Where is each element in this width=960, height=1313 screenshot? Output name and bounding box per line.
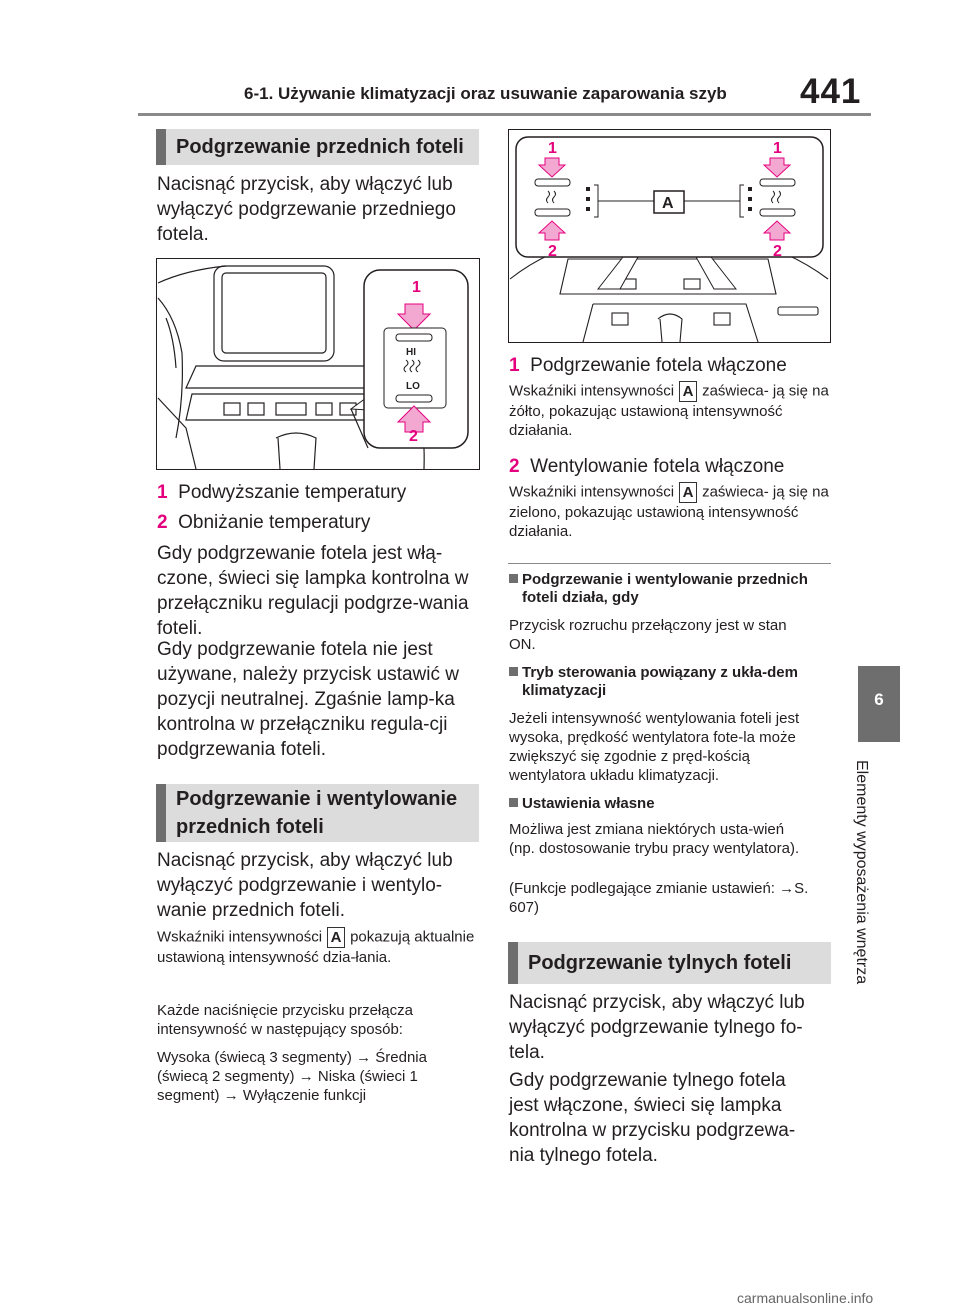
list-item-1 — [157, 480, 479, 505]
section-title-line-1: Podgrzewanie i wentylowanie — [176, 788, 458, 810]
note-2-body: Jeżeli intensywność wentylowania foteli jest wysoka, prędkość wentylatora fote-la może zwiększyć się zgodnie z pręd-kością wentylatora układu klimatyzacji. — [509, 710, 800, 784]
indicator-dots-right — [748, 187, 752, 211]
item-text: Podgrzewanie fotela włączone — [530, 355, 787, 376]
header-rule — [138, 113, 871, 116]
fig1-callout-2: 2 — [409, 428, 418, 445]
desc-post-2: ją się na żółto, pokazując ustawioną intensywność działania. — [509, 382, 829, 439]
front-seat-heater-figure — [156, 258, 480, 470]
right-item-2 — [509, 454, 831, 479]
note-3-reference: (Funkcje podlegające zmianie ustawień: →S. 607) — [509, 880, 809, 916]
notes-divider — [508, 563, 831, 564]
note-1-title-text: Podgrzewanie i wentylowanie przednich foteli działa, gdy — [522, 571, 808, 606]
heat-button-right-top — [760, 179, 795, 186]
watermark: carmanualsonline.info — [737, 1290, 874, 1306]
indicator-dots-left — [586, 187, 590, 211]
section-title-line-2: przednich foteli — [176, 816, 324, 838]
item-text: Podwyższanie temperatury — [178, 482, 407, 503]
note-3-title-text: Ustawienia własne — [522, 795, 655, 812]
bullet-square-icon — [509, 798, 518, 807]
desc-post-1: zaświeca- — [702, 382, 769, 400]
right-item-2-desc — [509, 482, 831, 541]
vent-button-right-bottom — [760, 209, 795, 216]
section3-paragraph-2: Gdy podgrzewanie tylnego fotela jest włączone, świeci się lampka kontrolna w przycisku podgrzewa-nia tylnego fotela. — [509, 1070, 796, 1166]
item-number: 2 — [157, 512, 168, 533]
fig2-callout-2-right: 2 — [773, 243, 782, 260]
item-number: 2 — [509, 456, 520, 477]
note-3-body: Możliwa jest zmiana niektórych usta-wień (np. dostosowanie trybu pracy wentylatora). — [509, 821, 800, 857]
vent-button-left-bottom — [535, 209, 570, 216]
section1-body: Nacisnąć przycisk, aby włączyć lub wyłączyć podgrzewanie przedniego fotela. — [157, 174, 456, 245]
right-item-1-desc — [509, 381, 831, 440]
chapter-label — [852, 760, 892, 1020]
item-text: Obniżanie temperatury — [178, 512, 371, 533]
indicator-text-post: pokazują aktualnie ustawioną intensywność dzia-łania. — [157, 928, 475, 966]
section2-body: Nacisnąć przycisk, aby włączyć lub wyłączyć podgrzewanie i wentylo-wanie przednich foteli. — [157, 850, 453, 921]
section-title-rear-heating: Podgrzewanie tylnych foteli — [508, 942, 831, 984]
desc-post-2: ją się na zielono, pokazując ustawioną intensywność działania. — [509, 483, 829, 540]
chapter-number: 6 — [874, 690, 884, 709]
press-paragraph: Każde naciśnięcie przycisku przełącza intensywność w następujący sposób: — [157, 1002, 413, 1038]
note-1-title — [509, 571, 840, 607]
note-2-title-text: Tryb sterowania powiązany z ukła-dem klimatyzacji — [522, 664, 798, 699]
paragraph-heating-off: Gdy podgrzewanie fotela nie jest używane, należy przycisk ustawić w pozycji neutralnej. Zgaśnie lamp-ka kontrolna w przełączniku regula-cji podgrzewania foteli. — [157, 639, 459, 760]
running-header: 6-1. Używanie klimatyzacji oraz usuwanie zaparowania szyb — [244, 84, 727, 103]
section-title-heat-vent — [156, 784, 479, 842]
section3-paragraph-1: Nacisnąć przycisk, aby włączyć lub wyłączyć podgrzewanie tylnego fo-tela. — [509, 992, 805, 1063]
bullet-square-icon — [509, 574, 518, 583]
item-number: 1 — [157, 482, 168, 503]
chapter-label-text: Elementy wyposażenia wnętrza — [853, 760, 870, 985]
fig1-callout-1: 1 — [412, 279, 421, 296]
lo-label: LO — [406, 381, 420, 392]
indicator-A-label: A — [327, 927, 345, 948]
fig2-callout-1-left: 1 — [548, 140, 557, 157]
paragraph-heating-on: Gdy podgrzewanie fotela jest włą-czone, świeci się lampka kontrolna w przełączniku regulacji podgrze-wania foteli. — [157, 543, 469, 639]
list-item-2 — [157, 510, 479, 535]
desc-pre: Wskaźniki intensywności — [509, 483, 675, 501]
item-number: 1 — [509, 355, 520, 376]
indicator-A-label: A — [679, 482, 697, 503]
note-1-body: Przycisk rozruchu przełączony jest w stan ON. — [509, 617, 787, 653]
bullet-square-icon — [509, 667, 518, 676]
fig2-callout-2-left: 2 — [548, 243, 557, 260]
section-title-front-heating: Podgrzewanie przednich foteli — [156, 129, 479, 165]
right-item-1 — [509, 353, 831, 378]
fig2-label-A: A — [662, 195, 674, 212]
indicator-A-label: A — [679, 381, 697, 402]
page-number: 441 — [800, 72, 862, 111]
heat-button-left-top — [535, 179, 570, 186]
item-text: Wentylowanie fotela włączone — [530, 456, 785, 477]
levels-paragraph: Wysoka (świecą 3 segmenty) → Średnia (świecą 2 segmenty) → Niska (świeci 1 segment) → Wyłączenie funkcji — [157, 1049, 427, 1104]
switch-upper-edge — [396, 334, 432, 341]
hi-label: HI — [406, 347, 416, 358]
front-seat-heat-vent-figure — [508, 129, 831, 343]
desc-pre: Wskaźniki intensywności — [509, 382, 675, 400]
note-2-title — [509, 664, 840, 700]
fig2-callout-1-right: 1 — [773, 140, 782, 157]
indicator-paragraph — [157, 927, 479, 967]
switch-lower-edge — [396, 395, 432, 402]
note-3-title — [509, 795, 827, 813]
indicator-text-pre: Wskaźniki intensywności — [157, 928, 323, 946]
desc-post-1: zaświeca- — [702, 483, 769, 501]
